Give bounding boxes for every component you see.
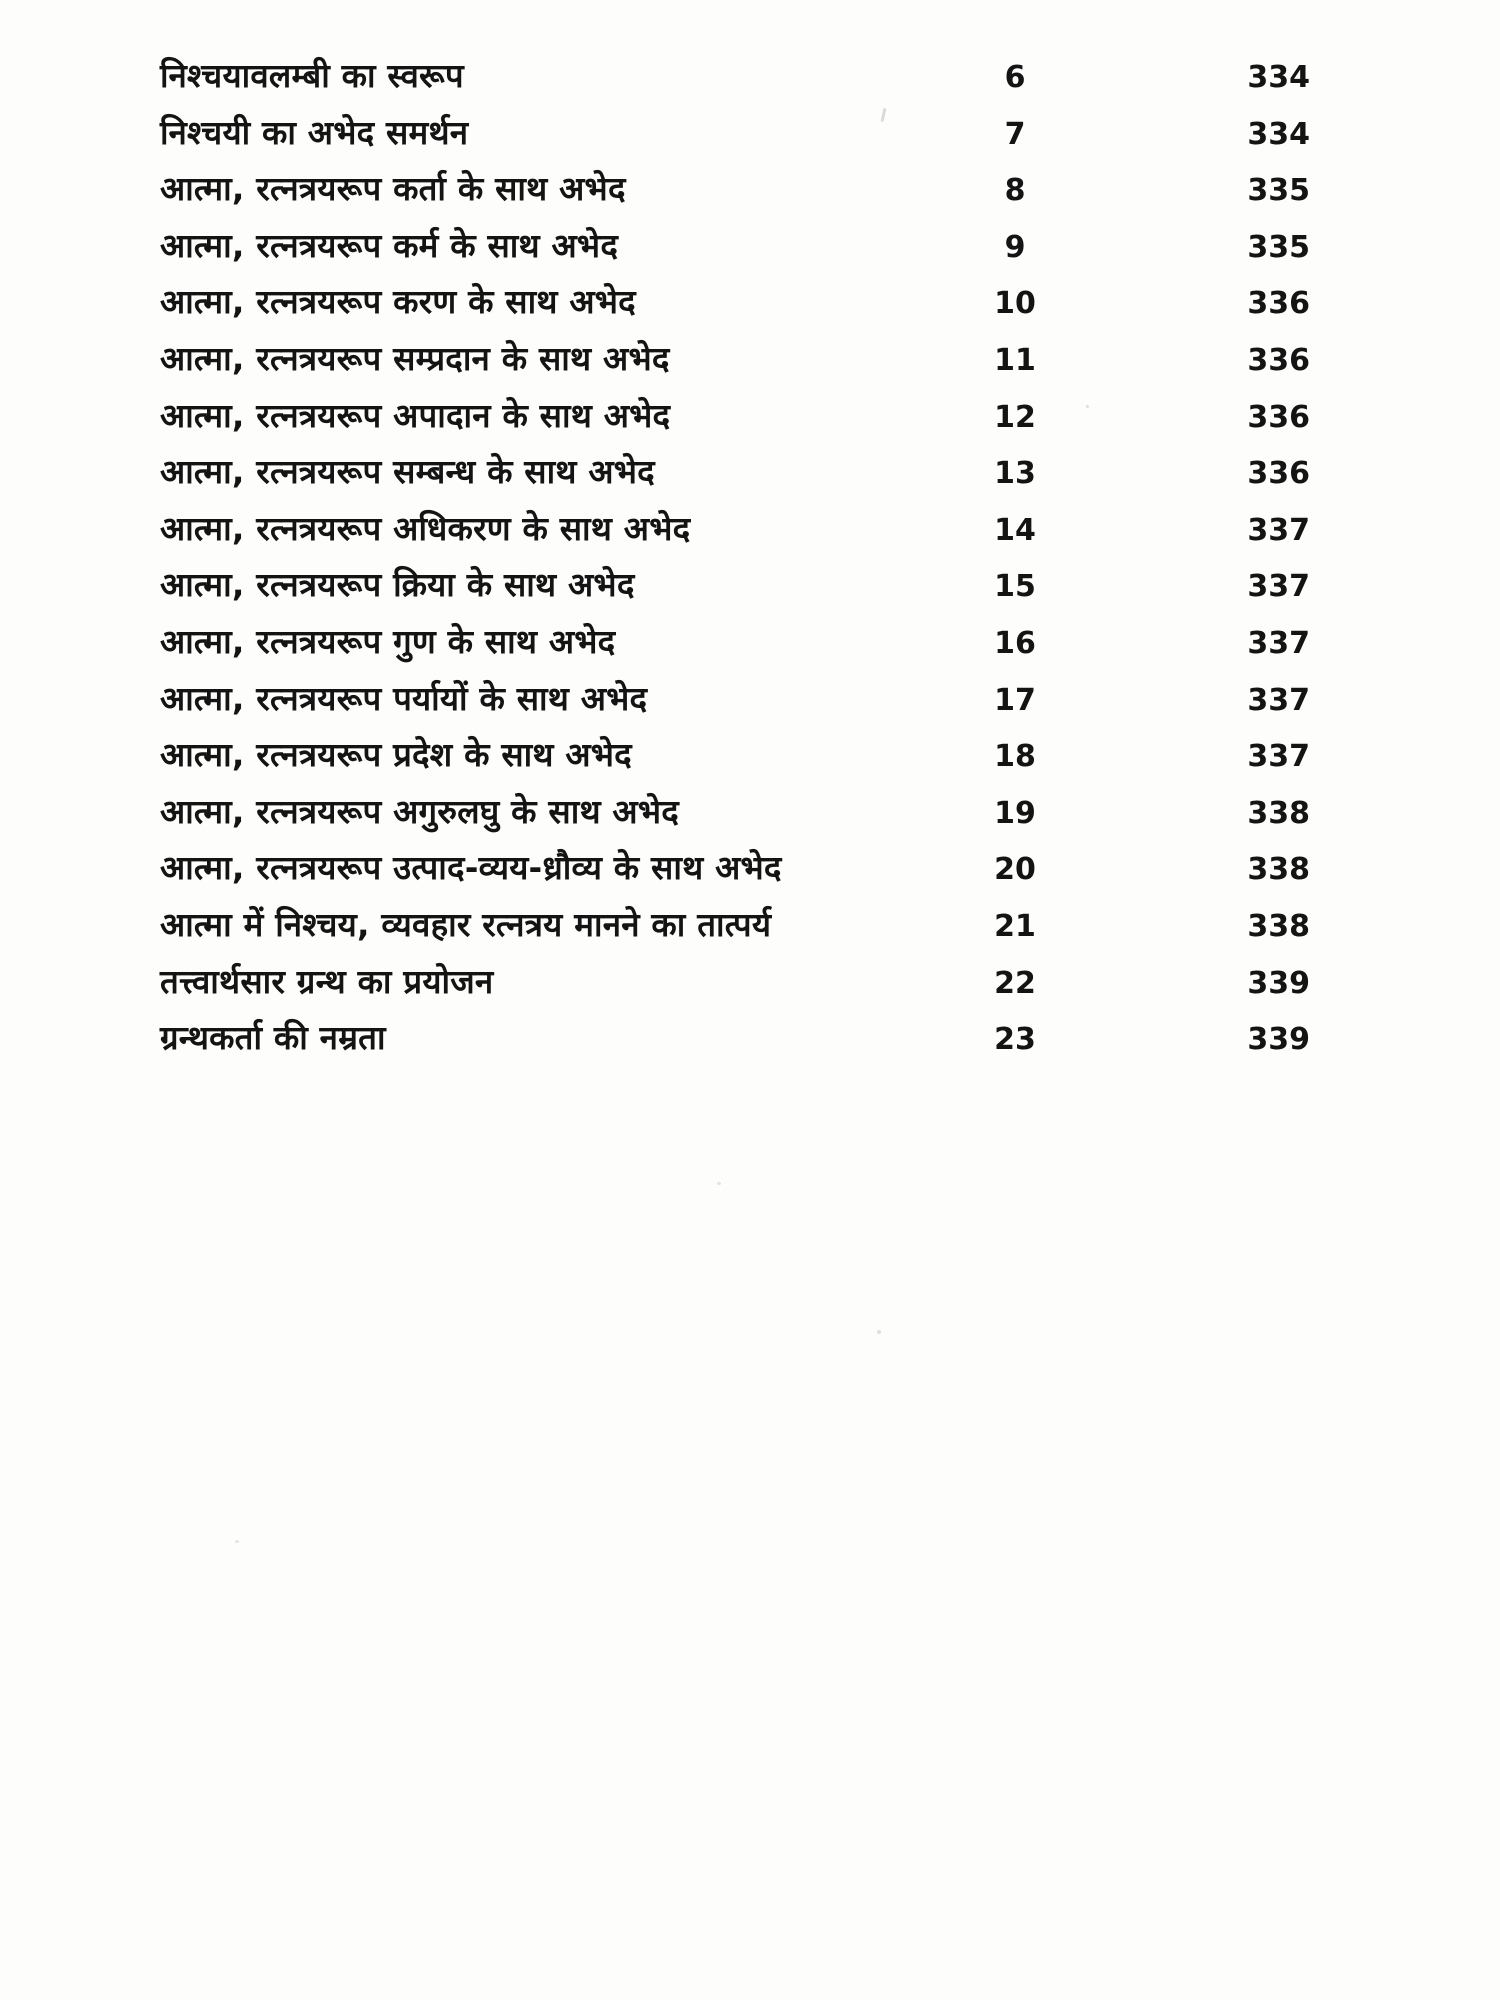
toc-entry-title: आत्मा, रत्नत्रयरूप गुण के साथ अभेद (160, 621, 616, 661)
toc-entry-verse-number: 12 (994, 399, 1036, 435)
toc-entry-title: आत्मा, रत्नत्रयरूप कर्म के साथ अभेद (160, 225, 619, 265)
toc-entry-page-number: 338 (1247, 852, 1310, 888)
toc-row (0, 958, 1500, 1015)
toc-entry-page-number: 339 (1247, 965, 1310, 1001)
toc-row (0, 52, 1500, 109)
toc-entry-page-number: 335 (1247, 173, 1310, 209)
toc-entry-verse-number: 14 (994, 512, 1036, 548)
toc-entry-page-number: 334 (1247, 60, 1310, 95)
toc-entry-page-number: 336 (1247, 456, 1310, 492)
toc-entry-page-number: 335 (1247, 229, 1310, 265)
toc-row (0, 561, 1500, 618)
toc-row (0, 505, 1500, 562)
toc-entry-page-number: 337 (1247, 739, 1310, 775)
toc-entry-page-number: 338 (1247, 795, 1310, 831)
scan-speck (1086, 405, 1089, 408)
toc-entry-verse-number: 23 (994, 1022, 1036, 1058)
toc-entry-page-number: 337 (1247, 682, 1310, 718)
toc-entry-title: आत्मा, रत्नत्रयरूप क्रिया के साथ अभेद (160, 565, 635, 605)
toc-entry-verse-number: 18 (994, 739, 1036, 775)
toc-row (0, 335, 1500, 392)
toc-entry-title: आत्मा, रत्नत्रयरूप अगुरुलघु के साथ अभेद (160, 791, 679, 831)
toc-row (0, 165, 1500, 222)
toc-entry-verse-number: 20 (994, 852, 1036, 888)
toc-entry-page-number: 337 (1247, 512, 1310, 548)
toc-row (0, 448, 1500, 505)
toc-row (0, 788, 1500, 845)
toc-row (0, 844, 1500, 901)
toc-entry-verse-number: 7 (1004, 116, 1026, 152)
toc-entry-verse-number: 21 (994, 908, 1036, 944)
toc-row (0, 731, 1500, 788)
toc-entry-title: आत्मा, रत्नत्रयरूप सम्प्रदान के साथ अभेद (160, 338, 670, 378)
scan-speck (235, 1540, 239, 1543)
toc-entry-verse-number: 16 (994, 625, 1036, 661)
toc-entry-verse-number: 13 (994, 456, 1036, 492)
toc-entry-title: आत्मा, रत्नत्रयरूप करण के साथ अभेद (160, 282, 636, 322)
toc-entry-title: तत्त्वार्थसार ग्रन्थ का प्रयोजन (160, 961, 494, 1001)
toc-row (0, 618, 1500, 675)
toc-entry-verse-number: 11 (994, 342, 1036, 378)
toc-entry-page-number: 336 (1247, 399, 1310, 435)
toc-entry-page-number: 337 (1247, 625, 1310, 661)
toc-entry-verse-number: 8 (1004, 173, 1026, 209)
toc-entry-title: आत्मा, रत्नत्रयरूप सम्बन्ध के साथ अभेद (160, 452, 655, 492)
toc-entry-page-number: 334 (1247, 116, 1310, 152)
toc-row (0, 901, 1500, 958)
toc-entry-verse-number: 6 (1004, 60, 1026, 95)
toc-entry-verse-number: 19 (994, 795, 1036, 831)
toc-entry-title: आत्मा, रत्नत्रयरूप कर्ता के साथ अभेद (160, 169, 626, 209)
toc-row (0, 392, 1500, 449)
toc-entry-verse-number: 9 (1004, 229, 1026, 265)
toc-entry-page-number: 337 (1247, 569, 1310, 605)
toc-entry-title: आत्मा, रत्नत्रयरूप पर्यायों के साथ अभेद (160, 678, 648, 718)
toc-entry-page-number: 339 (1247, 1022, 1310, 1058)
toc-entry-title: आत्मा, रत्नत्रयरूप अपादान के साथ अभेद (160, 395, 671, 435)
toc-entry-verse-number: 17 (994, 682, 1036, 718)
toc-entry-title: आत्मा, रत्नत्रयरूप उत्पाद-व्यय-ध्रौव्य के साथ अभेद (160, 848, 782, 888)
toc-entry-verse-number: 22 (994, 965, 1036, 1001)
toc-row (0, 278, 1500, 335)
toc-row (0, 1014, 1500, 1071)
toc-entry-title: आत्मा, रत्नत्रयरूप अधिकरण के साथ अभेद (160, 508, 691, 548)
toc-row (0, 675, 1500, 732)
scan-speck (877, 1330, 881, 1334)
toc-entry-title: आत्मा में निश्चय, व्यवहार रत्नत्रय मानने का तात्पर्य (160, 904, 772, 944)
toc-entry-title: आत्मा, रत्नत्रयरूप प्रदेश के साथ अभेद (160, 735, 632, 775)
scan-speck (717, 1182, 721, 1185)
toc-entry-page-number: 338 (1247, 908, 1310, 944)
toc-list (0, 52, 1500, 1071)
toc-row (0, 109, 1500, 166)
toc-entry-verse-number: 15 (994, 569, 1036, 605)
toc-entry-page-number: 336 (1247, 286, 1310, 322)
toc-entry-verse-number: 10 (994, 286, 1036, 322)
toc-entry-title: ग्रन्थकर्ता की नम्रता (160, 1018, 386, 1058)
toc-entry-title: निश्चयी का अभेद समर्थन (160, 112, 469, 152)
toc-row (0, 222, 1500, 279)
toc-entry-title: निश्चयावलम्बी का स्वरूप (160, 56, 464, 95)
toc-entry-page-number: 336 (1247, 342, 1310, 378)
